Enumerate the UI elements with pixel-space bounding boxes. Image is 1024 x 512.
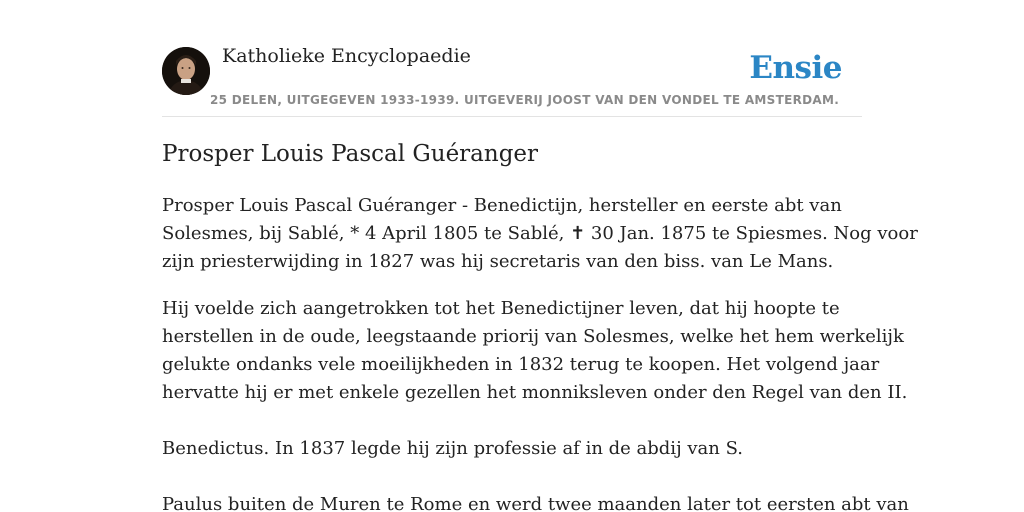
paragraph-line: hervatte hij er met enkele gezellen het monniksleven onder den Regel van den II. bbox=[162, 382, 908, 403]
article-paragraph-4: Paulus buiten de Muren te Rome en werd twee maanden later tot eersten abt van bbox=[162, 494, 909, 512]
source-header bbox=[162, 40, 862, 117]
paragraph-line: gelukte ondanks vele moeilijkheden in 1832 terug te koopen. Het volgend jaar bbox=[162, 354, 880, 375]
paragraph-line: Hij voelde zich aangetrokken tot het Benedictijner leven, dat hij hoopte te bbox=[162, 298, 840, 319]
paragraph-line: Solesmes, bij Sablé, * 4 April 1805 te Sablé, ✝ 30 Jan. 1875 te Spiesmes. Nog voor bbox=[162, 223, 918, 244]
article-paragraph-3: Benedictus. In 1837 legde hij zijn professie af in de abdij van S. bbox=[162, 438, 743, 459]
article-paragraph-2 bbox=[162, 295, 908, 407]
source-title[interactable]: Katholieke Encyclopaedie bbox=[222, 45, 471, 67]
paragraph-line: zijn priesterwijding in 1827 was hij secretaris van den biss. van Le Mans. bbox=[162, 251, 834, 272]
article-title: Prosper Louis Pascal Guéranger bbox=[162, 141, 539, 167]
source-subtitle: 25 DELEN, UITGEGEVEN 1933-1939. UITGEVERIJ JOOST VAN DEN VONDEL TE AMSTERDAM. bbox=[210, 93, 840, 107]
article-paragraph-1 bbox=[162, 192, 918, 276]
portrait-avatar-icon[interactable] bbox=[162, 47, 210, 95]
paragraph-line: herstellen in de oude, leegstaande priorij van Solesmes, welke het hem werkelijk bbox=[162, 326, 904, 347]
paragraph-line: Prosper Louis Pascal Guéranger - Benedictijn, hersteller en eerste abt van bbox=[162, 195, 842, 216]
article bbox=[162, 138, 918, 512]
ensie-logo-link[interactable]: Ensie bbox=[749, 50, 842, 86]
